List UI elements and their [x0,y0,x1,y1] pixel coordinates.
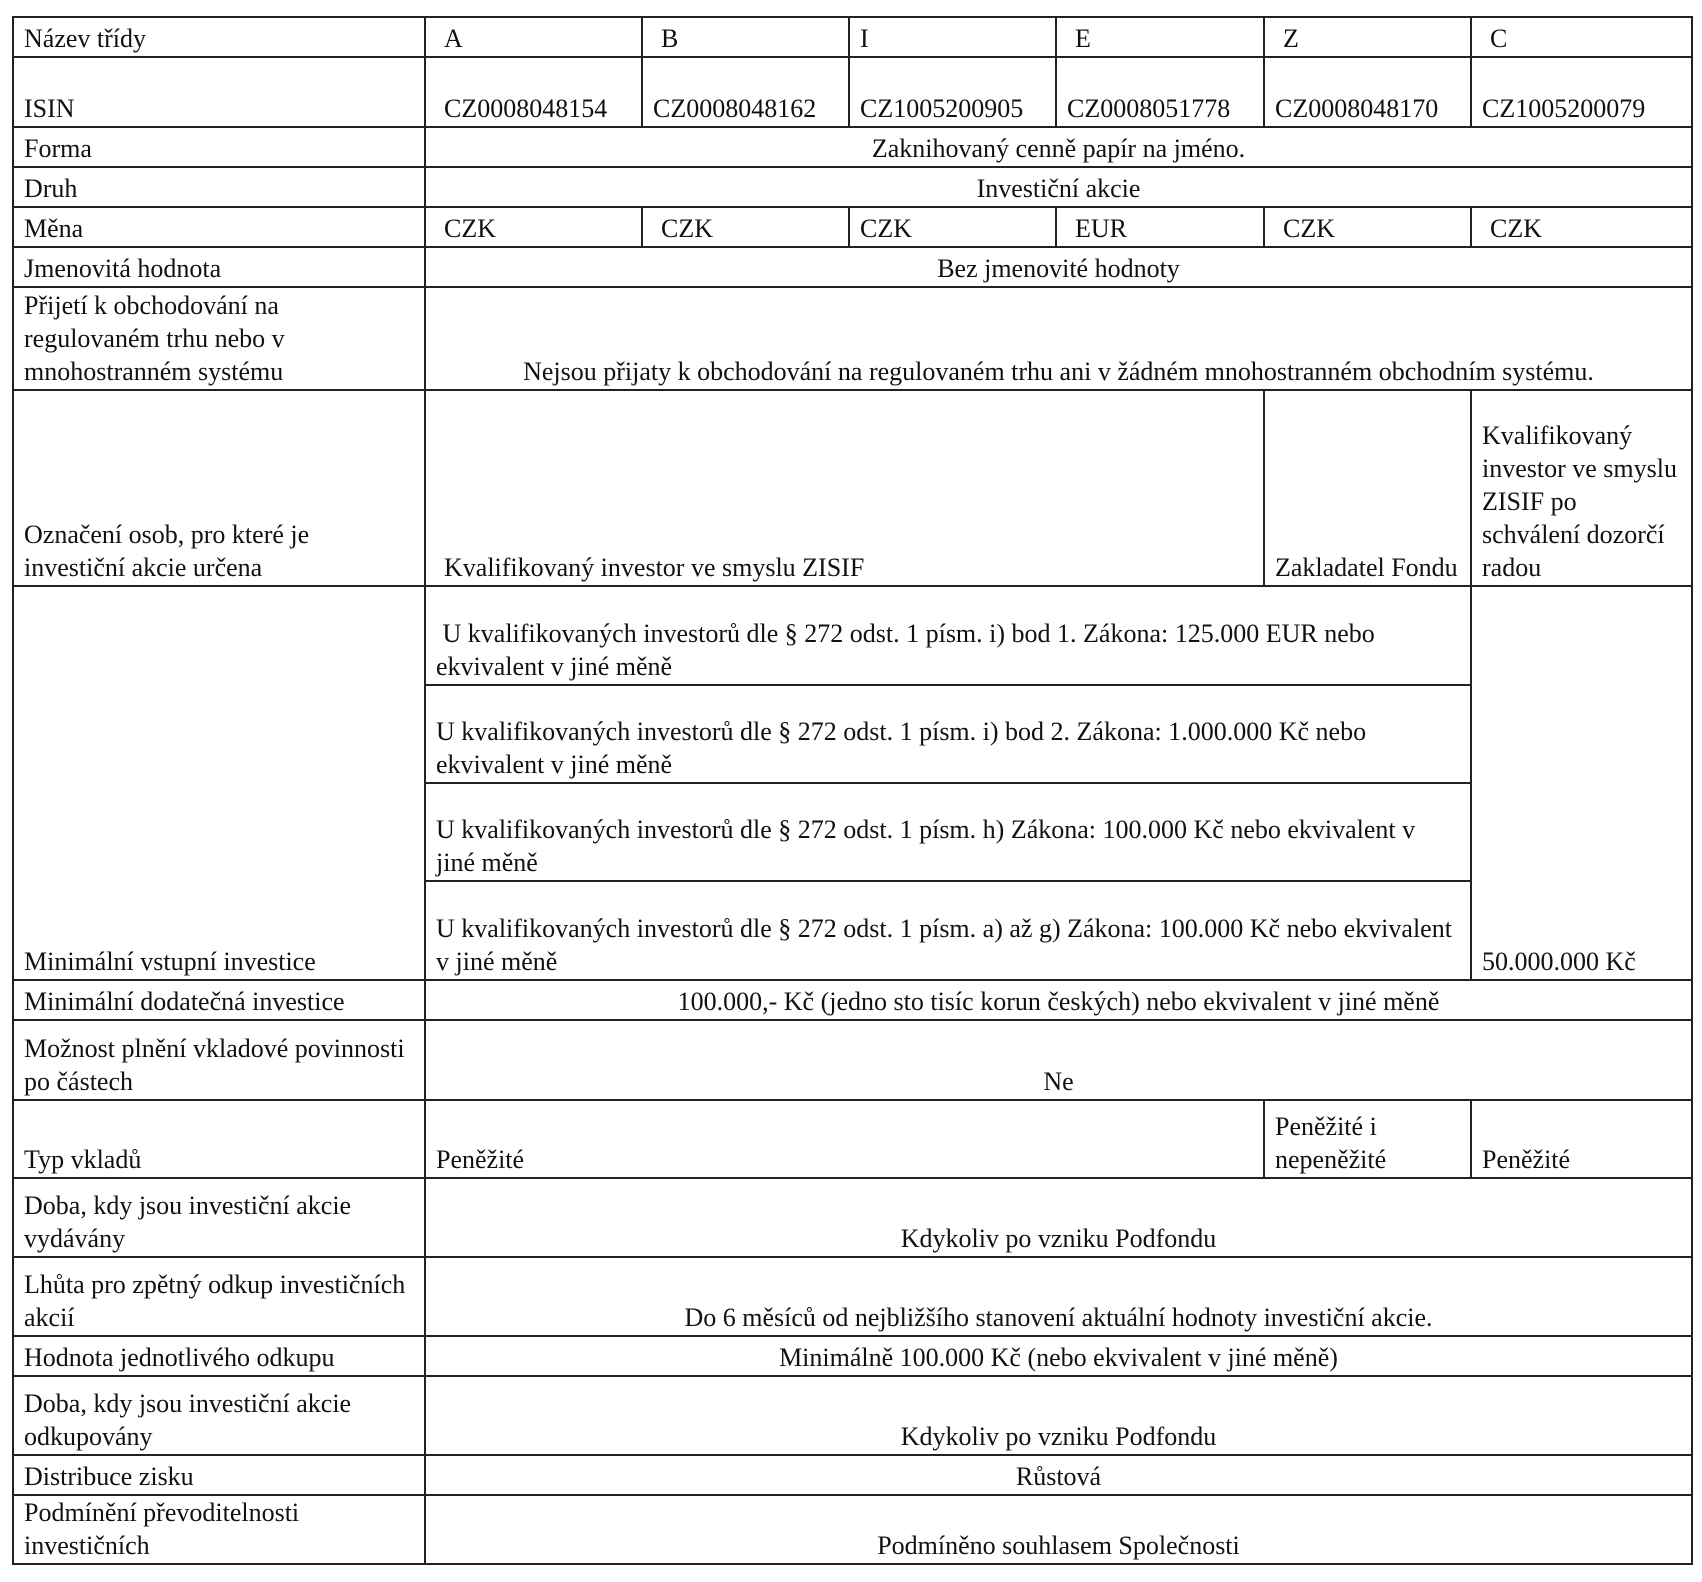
isin-i: CZ1005200905 [849,57,1056,127]
label-oznaceni-osob: Označení osob, pro které je investiční akcie určena [13,390,425,586]
label-isin: ISIN [13,57,425,127]
row-mena [13,207,1692,247]
class-z: Z [1264,17,1471,57]
value-oznaceni-z: Zakladatel Fondu [1264,390,1471,586]
class-b: B [642,17,849,57]
mena-a: CZK [425,207,642,247]
row-min-dodatecna [13,980,1692,1020]
value-oznaceni-c: Kvalifikovaný investor ve smyslu ZISIF po schválení dozorčí radou [1471,390,1692,586]
row-doba-odkupu [13,1376,1692,1455]
row-distribuce [13,1455,1692,1495]
row-lhuta [13,1257,1692,1336]
isin-b: CZ0008048162 [642,57,849,127]
value-forma: Zaknihovaný cenně papír na jméno. [425,127,1692,167]
min-vstupni-subtable [426,587,1470,979]
row-forma [13,127,1692,167]
share-class-table-sheet [12,16,1693,1565]
min-vstupni-item: U kvalifikovaných investorů dle § 272 odst. 1 písm. i) bod 1. Zákona: 125.000 EUR nebo ekvivalent v jiné měně [426,587,1470,685]
mena-i: CZK [849,207,1056,247]
class-i: I [849,17,1056,57]
label-forma: Forma [13,127,425,167]
label-doba-odkupu: Doba, kdy jsou investiční akcie odkupovány [13,1376,425,1455]
class-c: C [1471,17,1692,57]
value-min-vstupni-c: 50.000.000 Kč [1471,586,1692,980]
label-doba-vydani: Doba, kdy jsou investiční akcie vydávány [13,1178,425,1257]
value-hodnota-odkupu: Minimálně 100.000 Kč (nebo ekvivalent v jiné měně) [425,1336,1692,1376]
isin-z: CZ0008048170 [1264,57,1471,127]
min-vstupni-item: U kvalifikovaných investorů dle § 272 odst. 1 písm. a) až g) Zákona: 100.000 Kč nebo ekvivalent v jiné měně [436,914,1452,976]
label-class-name: Název třídy [13,17,425,57]
share-class-table [12,16,1693,1565]
row-podmineni [13,1495,1692,1564]
label-druh: Druh [13,167,425,207]
min-vstupni-item: U kvalifikovaných investorů dle § 272 odst. 1 písm. i) bod 2. Zákona: 1.000.000 Kč nebo ekvivalent v jiné měně [426,685,1470,783]
mena-b: CZK [642,207,849,247]
value-typ-main: Peněžité [425,1100,1264,1178]
value-moznost-plneni: Ne [425,1020,1692,1100]
label-prijeti: Přijetí k obchodování na regulovaném trhu nebo v mnohostranném systému [13,287,425,390]
row-moznost-plneni [13,1020,1692,1100]
value-min-dodatecna: 100.000,- Kč (jedno sto tisíc korun českých) nebo ekvivalent v jiné měně [425,980,1692,1020]
label-podmineni: Podmínění převoditelnosti investičních [13,1495,425,1564]
row-min-vstupni [13,586,1692,980]
class-e: E [1056,17,1264,57]
row-doba-vydani [13,1178,1692,1257]
value-prijeti: Nejsou přijaty k obchodování na regulovaném trhu ani v žádném mnohostranném obchodním systému. [425,287,1692,390]
class-a: A [425,17,642,57]
label-min-vstupni: Minimální vstupní investice [13,586,425,980]
value-oznaceni-main: Kvalifikovaný investor ve smyslu ZISIF [425,390,1264,586]
isin-a: CZ0008048154 [425,57,642,127]
row-class-name [13,17,1692,57]
value-podmineni: Podmíněno souhlasem Společnosti [425,1495,1692,1564]
value-typ-z: Peněžité i nepeněžité [1264,1100,1471,1178]
isin-e: CZ0008051778 [1056,57,1264,127]
row-jmenovita-hodnota [13,247,1692,287]
min-vstupni-list [425,586,1471,980]
label-moznost-plneni: Možnost plnění vkladové povinnosti po částech [13,1020,425,1100]
label-mena: Měna [13,207,425,247]
row-druh [13,167,1692,207]
value-lhuta: Do 6 měsíců od nejbližšího stanovení aktuální hodnoty investiční akcie. [425,1257,1692,1336]
label-typ-vkladu: Typ vkladů [13,1100,425,1178]
min-vstupni-item: U kvalifikovaných investorů dle § 272 odst. 1 písm. h) Zákona: 100.000 Kč nebo ekvivalent v jiné měně [426,783,1470,881]
row-isin [13,57,1692,127]
row-typ-vkladu [13,1100,1692,1178]
mena-z: CZK [1264,207,1471,247]
label-lhuta: Lhůta pro zpětný odkup investičních akcií [13,1257,425,1336]
mena-c: CZK [1471,207,1692,247]
label-distribuce: Distribuce zisku [13,1455,425,1495]
value-typ-c: Peněžité [1471,1100,1692,1178]
label-jmenovita-hodnota: Jmenovitá hodnota [13,247,425,287]
mena-e: EUR [1056,207,1264,247]
row-oznaceni-osob [13,390,1692,586]
isin-c: CZ1005200079 [1471,57,1692,127]
value-jmenovita-hodnota: Bez jmenovité hodnoty [425,247,1692,287]
label-hodnota-odkupu: Hodnota jednotlivého odkupu [13,1336,425,1376]
value-druh: Investiční akcie [425,167,1692,207]
label-min-dodatecna: Minimální dodatečná investice [13,980,425,1020]
value-doba-odkupu: Kdykoliv po vzniku Podfondu [425,1376,1692,1455]
value-doba-vydani: Kdykoliv po vzniku Podfondu [425,1178,1692,1257]
row-hodnota-odkupu [13,1336,1692,1376]
row-prijeti [13,287,1692,390]
value-distribuce: Růstová [425,1455,1692,1495]
